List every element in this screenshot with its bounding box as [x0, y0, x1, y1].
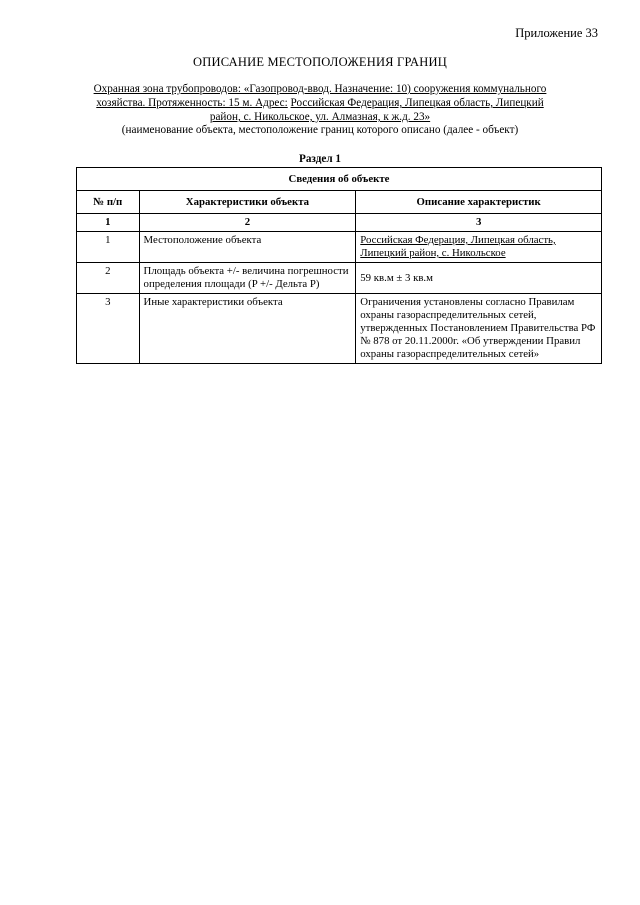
row-name: Местоположение объекта	[139, 232, 356, 263]
column-number: 1	[77, 214, 140, 232]
row-value: 59 кв.м ± 3 кв.м	[356, 263, 602, 294]
row-value: Ограничения установлены согласно Правилам охраны газораспределительных сетей, утвержденных Постановлением Правительства РФ № 878 от 20.11.2000г. «Об утверждении Правил охраны газораспределительных сетей»	[356, 294, 602, 364]
header-description: Описание характеристик	[356, 191, 602, 214]
appendix-number: Приложение 33	[515, 26, 598, 40]
table-row	[77, 232, 602, 263]
object-description	[80, 82, 560, 124]
row-num: 3	[77, 294, 140, 364]
object-address: Российская Федерация, Липецкая область, Липецкий район, с. Никольское, ул. Алмазная, к ж.д. 23»	[209, 97, 544, 123]
row-value: Российская Федерация, Липецкая область, Липецкий район, с. Никольское	[356, 232, 602, 263]
row-num: 1	[77, 232, 140, 263]
column-number: 2	[139, 214, 356, 232]
column-number: 3	[356, 214, 602, 232]
table-caption: Сведения об объекте	[77, 168, 602, 191]
object-info-table	[76, 167, 602, 364]
header-num: № п/п	[77, 191, 140, 214]
object-name: Охранная зона трубопроводов: «Газопровод-ввод. Назначение: 10) сооружения коммунального хозяйства. Протяженность: 15 м. Адрес:	[93, 83, 547, 109]
row-name: Иные характеристики объекта	[139, 294, 356, 364]
row-name: Площадь объекта +/- величина погрешности определения площади (P +/- Дельта P)	[139, 263, 356, 294]
table-row	[77, 294, 602, 364]
header-characteristics: Характеристики объекта	[139, 191, 356, 214]
object-hint: (наименование объекта, местоположение границ которого описано (далее - объект)	[121, 124, 519, 136]
section-title: Раздел 1	[298, 153, 341, 165]
row-num: 2	[77, 263, 140, 294]
document-title: ОПИСАНИЕ МЕСТОПОЛОЖЕНИЯ ГРАНИЦ	[193, 55, 447, 69]
table-row	[77, 263, 602, 294]
